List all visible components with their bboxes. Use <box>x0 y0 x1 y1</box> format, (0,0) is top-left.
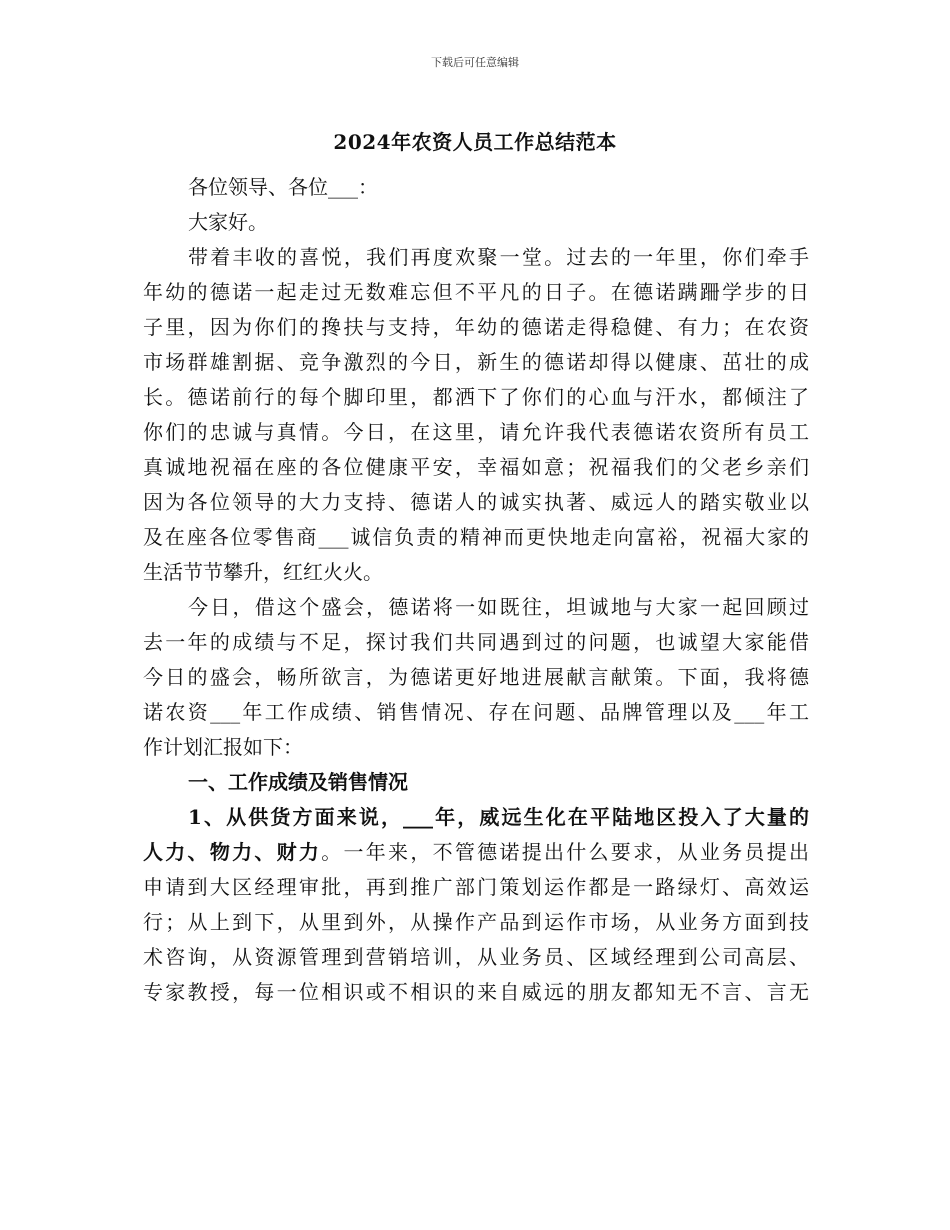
bold-lead-text: 人力、物力、财力 <box>143 840 322 864</box>
salutation: 各位领导、各位___： <box>188 175 378 199</box>
paragraph-line: 因为各位领导的大力支持、德诺人的诚实执著、威远人的踏实敬业以 <box>143 490 809 514</box>
greeting: 大家好。 <box>188 210 268 234</box>
paragraph-line: 及在座各位零售商___诚信负责的精神而更快地走向富裕，祝福大家的 <box>143 525 809 549</box>
paragraph-line: 作计划汇报如下： <box>143 735 303 759</box>
paragraph-line: 诺农资___年工作成绩、销售情况、存在问题、品牌管理以及___年工 <box>143 700 809 724</box>
paragraph-line: 去一年的成绩与不足，探讨我们共同遇到过的问题，也诚望大家能借 <box>143 630 809 654</box>
paragraph-line <box>143 835 809 870</box>
paragraph-line: 你们的忠诚与真情。今日，在这里，请允许我代表德诺农资所有员工 <box>143 420 809 444</box>
paragraph-line: 行；从上到下，从里到外，从操作产品到运作市场，从业务方面到技 <box>143 910 809 934</box>
paragraph-line: 市场群雄割据、竞争激烈的今日，新生的德诺却得以健康、茁壮的成 <box>143 350 809 374</box>
document-body <box>143 170 809 1010</box>
paragraph-line: 生活节节攀升，红红火火。 <box>143 560 383 584</box>
document-title: 2024年农资人员工作总结范本 <box>333 130 617 154</box>
subsection-heading: 1、从供货方面来说，___年，威远生化在平陆地区投入了大量的 <box>188 805 809 829</box>
paragraph-line: 专家教授，每一位相识或不相识的来自威远的朋友都知无不言、言无 <box>143 980 809 1004</box>
paragraph-text: 。一年来，不管德诺提出什么要求，从业务员提出 <box>321 840 809 864</box>
section-heading: 一、工作成绩及销售情况 <box>188 770 408 794</box>
header-note: 下载后可任意编辑 <box>431 56 519 69</box>
paragraph-line: 长。德诺前行的每个脚印里，都洒下了你们的心血与汗水，都倾注了 <box>143 385 809 409</box>
paragraph-line: 带着丰收的喜悦，我们再度欢聚一堂。过去的一年里，你们牵手 <box>188 245 809 269</box>
paragraph-line: 今日，借这个盛会，德诺将一如既往，坦诚地与大家一起回顾过 <box>188 595 809 619</box>
paragraph-line: 年幼的德诺一起走过无数难忘但不平凡的日子。在德诺蹒跚学步的日 <box>143 280 809 304</box>
paragraph-line: 子里，因为你们的搀扶与支持，年幼的德诺走得稳健、有力；在农资 <box>143 315 809 339</box>
paragraph-line: 今日的盛会，畅所欲言，为德诺更好地进展献言献策。下面，我将德 <box>143 665 809 689</box>
paragraph-line: 真诚地祝福在座的各位健康平安，幸福如意；祝福我们的父老乡亲们 <box>143 455 809 479</box>
paragraph-line: 申请到大区经理审批，再到推广部门策划运作都是一路绿灯、高效运 <box>143 875 809 899</box>
paragraph-line: 术咨询，从资源管理到营销培训，从业务员、区域经理到公司高层、 <box>143 945 809 969</box>
